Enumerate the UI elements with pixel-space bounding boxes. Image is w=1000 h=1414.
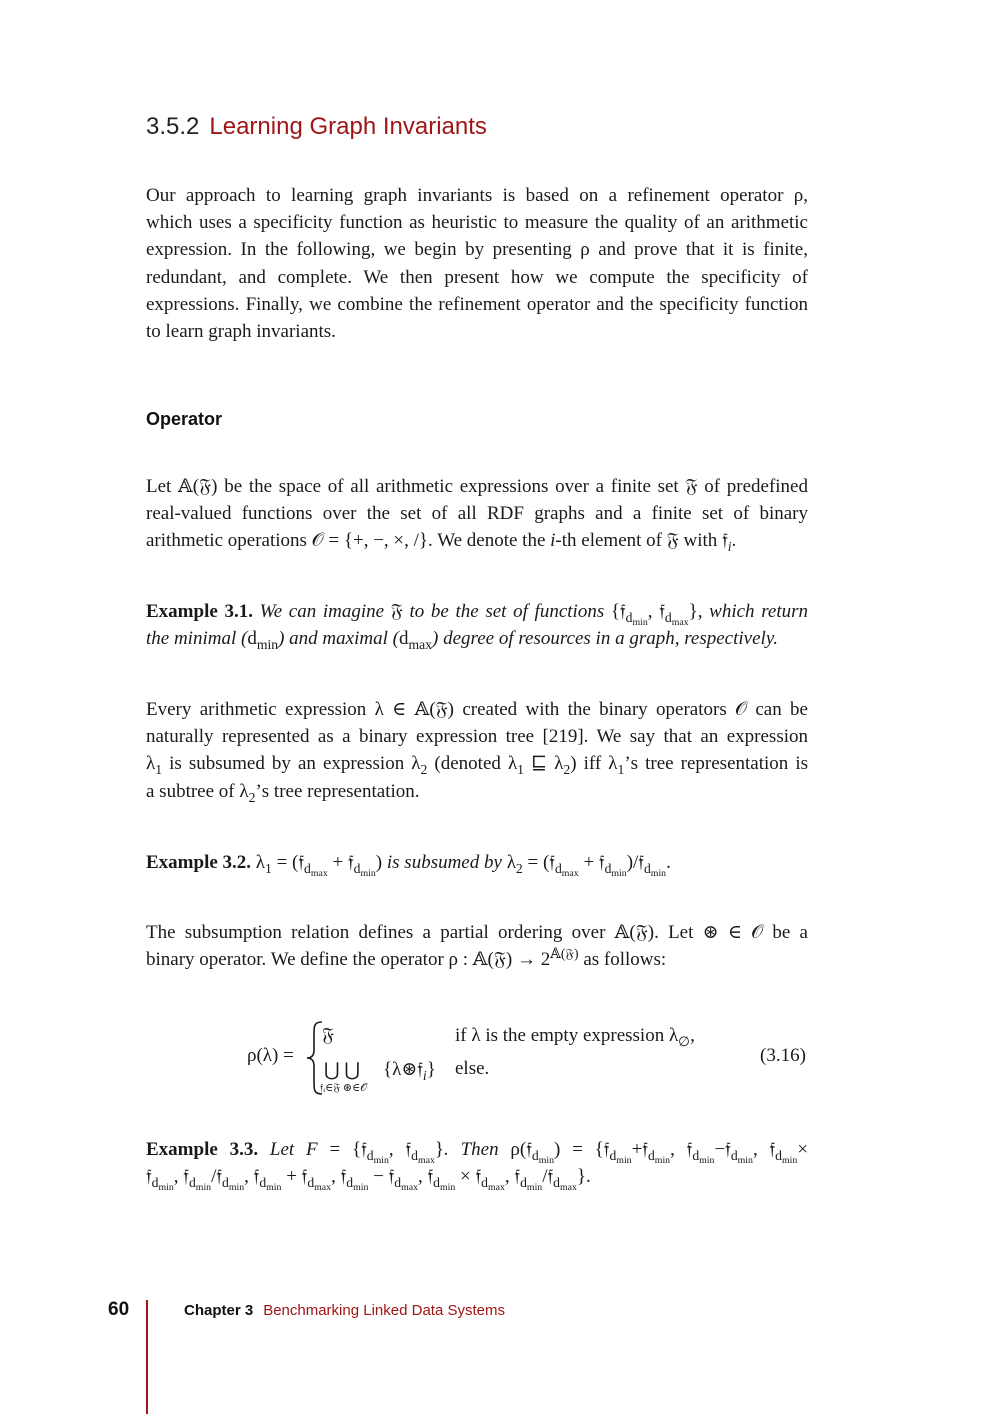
example-label: Example 3.1. [146, 601, 253, 622]
subsumption-line-1: Every arithmetic expression λ ∈ 𝔸(𝔉) created with the binary operators 𝒪 can be [146, 699, 808, 720]
example-3-2-line: Example 3.2. $\lambda_1$ = (𝔣$_{d_{max}}$ + 𝔣$_{d_{min}}$) is subsumed by $\lambda_2$ = (𝔣$_{d_{max}}$ + 𝔣$_{d_{min}}$)/𝔣$_{d_{min}}$. [146, 852, 671, 879]
equation-case-2-set: {λ⊛𝔣$_i$} [383, 1059, 436, 1083]
operator-line-2: real-valued functions over the set of all RDF graphs and a finite set of binary [146, 503, 808, 525]
equation-union-index: 𝔣ᵢ∈𝔉 ⊛∈𝒪 [320, 1082, 368, 1094]
subsumption-line-2: naturally represented as a binary expression tree [219]. We say that an expression [146, 726, 808, 748]
example-3-1-line-2: the minimal $(d_{min})$ and maximal $(d_{max})$ degree of resources in a graph, respectively. [146, 628, 778, 652]
equation-case-1-expr: 𝔉 [322, 1025, 335, 1046]
intro-line: Our approach to learning graph invariants is based on a refinement operator ρ, [146, 185, 808, 206]
equation-case-1-condition: if λ is the empty expression $\lambda_\emptyset$, [455, 1025, 695, 1049]
example-3-2 [146, 849, 846, 879]
example-3-3-line-2: 𝔣$_{d_{min}}$, 𝔣$_{d_{min}}$/𝔣$_{d_{min}}$, 𝔣$_{d_{min}}$ + 𝔣$_{d_{max}}$, 𝔣$_{d_{min}}$ − 𝔣$_{d_{max}}$, 𝔣$_{d_{min}}$ × 𝔣$_{d_{max}}$, 𝔣$_{d_{min}}$/𝔣$_{d_{max}}$}. [146, 1166, 591, 1193]
example-3-3-line-1: Example 3.3. Let F = {𝔣$_{d_{min}}$, 𝔣$_{d_{max}}$}. Then ρ(𝔣$_{d_{min}}$) = {𝔣$_{d_{min}}$+𝔣$_{d_{min}}$, 𝔣$_{d_{min}}$−𝔣$_{d_{min}}$, 𝔣$_{d_{min}}$× [146, 1139, 809, 1166]
equation-union: ⋃ ⋃ [324, 1060, 360, 1081]
page-number: 60 [108, 1299, 130, 1320]
example-3-1-line-1: Example 3.1. We can imagine 𝔉 to be the set of functions {𝔣$_{d_{min}}$, 𝔣$_{d_{max}}$}, which return [146, 601, 808, 628]
partial-line-2: binary operator. We define the operator ρ : 𝔸(𝔉) → $2^{𝔸(𝔉)}$ as follows: [146, 946, 667, 971]
intro-paragraph [146, 182, 808, 345]
running-footer [184, 1302, 505, 1320]
partial-ordering-paragraph [146, 919, 808, 973]
example-label: Example 3.3. [146, 1139, 259, 1160]
subsumption-line-3: $\lambda_1$ is subsumed by an expression $\lambda_2$ (denoted $\lambda_1$ ⊑ $\lambda_2$) iff $\lambda_1’s$ tree representation is [146, 753, 809, 778]
section-title: Learning Graph Invariants [209, 113, 487, 140]
intro-line: which uses a specificity function as heuristic to measure the quality of an arithmetic [146, 212, 808, 234]
example-3-3 [146, 1136, 809, 1193]
intro-line: redundant, and complete. We then present how we compute the specificity of [146, 266, 808, 288]
operator-paragraph [146, 473, 808, 555]
footer-rule [146, 1300, 148, 1414]
subsumption-paragraph [146, 696, 808, 805]
operator-line-1: Let 𝔸(𝔉) be the space of all arithmetic expressions over a finite set 𝔉 of predefined [146, 476, 808, 497]
intro-line: expression. In the following, we begin by presenting ρ and prove that it is finite, [146, 239, 808, 261]
section-heading [146, 113, 487, 141]
equation-number: (3.16) [760, 1045, 806, 1066]
equation-lhs: ρ(λ) = [247, 1045, 294, 1066]
example-3-1 [146, 598, 808, 652]
partial-line-1: The subsumption relation defines a partial ordering over 𝔸(𝔉). Let ⊛ ∈ 𝒪 be a [146, 922, 808, 943]
intro-line: expressions. Finally, we combine the refinement operator and the specificity function [146, 293, 808, 315]
intro-line: to learn graph invariants. [146, 321, 336, 343]
example-label: Example 3.2. [146, 852, 252, 873]
operator-line-3: arithmetic operations 𝒪 = {+, −, ×, /}. We denote the i-th element of 𝔉 with 𝔣$_i$. [146, 530, 737, 555]
footer-chapter-title: Benchmarking Linked Data Systems [263, 1302, 505, 1319]
footer-chapter: Chapter 3 [184, 1302, 254, 1319]
equation-case-2-condition: else. [455, 1058, 490, 1079]
subsumption-line-4: a subtree of $\lambda_2’s$ tree representation. [146, 780, 420, 805]
subsection-heading: Operator [146, 409, 223, 429]
section-number: 3.5.2 [146, 113, 200, 140]
